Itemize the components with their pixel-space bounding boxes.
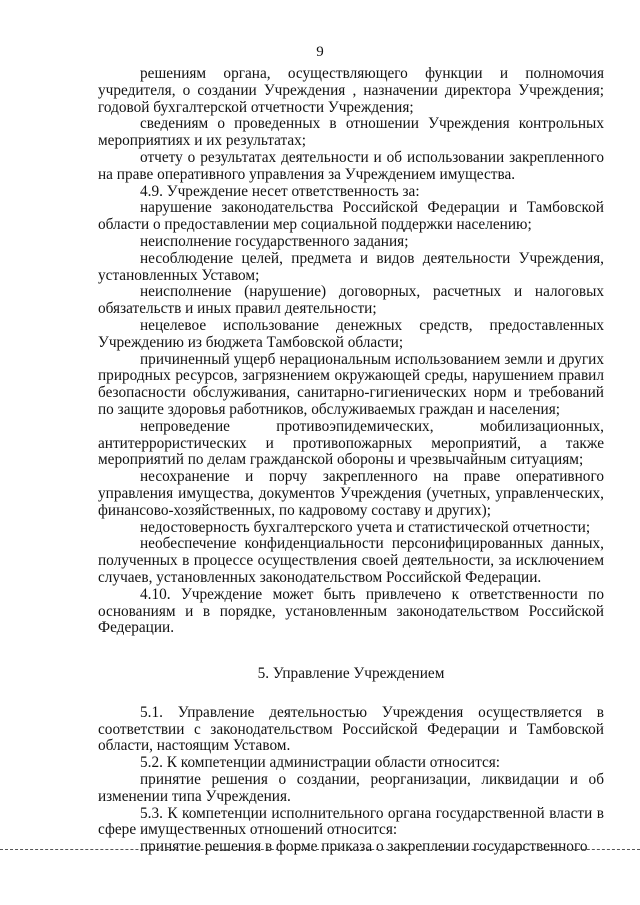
paragraph: 5.2. К компетенции администрации области относится: [140, 754, 501, 772]
paragraph: неисполнение (нарушение) договорных, расчетных и налоговых обязательств и иных правил деятельности; [98, 283, 604, 318]
paragraph: 4.9. Учреждение несет ответственность за: [140, 182, 420, 200]
paragraph: отчету о результатах деятельности и об использовании закрепленного на праве оперативного управления за Учреждением имущества. [98, 148, 604, 183]
paragraph: нецелевое использование денежных средств, предоставленных Учреждению из бюджета Тамбовской области; [98, 316, 604, 351]
paragraph: несохранение и порчу закрепленного на праве оперативного управления имущества, документов Учреждения (учетных, управленческих, финансово-хозяйственных, по кадровому составу и других); [98, 468, 604, 519]
paragraph: необеспечение конфиденциальности персонифицированных данных, полученных в процессе осуществления своей деятельности, за исключением случаев, установленных законодательством Российской Федерации. [98, 535, 604, 586]
document-body [98, 66, 604, 856]
paragraph: решениям органа, осуществляющего функции и полномочия учредителя, о создании Учреждения , назначении директора Учреждения; годовой бухгалтерской отчетности Учреждения; [98, 65, 604, 116]
paragraph: причиненный ущерб нерациональным использованием земли и других природных ресурсов, загрязнением окружающей среды, нарушением правил безопасности обслуживания, санитарно-гигиенических норм и требований по защите здоровья работников, обслуживаемых граждан и населения; [98, 350, 604, 418]
paragraph: неисполнение государственного задания; [140, 232, 409, 250]
paragraph: сведениям о проведенных в отношении Учреждения контрольных мероприятиях и их результатах; [98, 115, 604, 150]
paragraph: принятие решения о создании, реорганизации, ликвидации и об изменении типа Учреждения. [98, 771, 604, 805]
paragraph: принятие решения в форме приказа о закреплении государственного [140, 838, 588, 856]
paragraph: 4.10. Учреждение может быть привлечено к ответственности по основаниям и в порядке, установленным законодательством Российской Федерации. [98, 585, 604, 637]
section-heading: 5. Управление Учреждением [257, 665, 445, 683]
paragraph: 5.1. Управление деятельностью Учреждения осуществляется в соответствии с законодательством Российской Федерации и Тамбовской области, настоящим Уставом. [98, 703, 604, 755]
scan-artifact-line [0, 849, 640, 850]
paragraph: нарушение законодательства Российской Федерации и Тамбовской области о предоставлении мер социальной поддержки населению; [98, 199, 604, 234]
page-number: 9 [316, 44, 324, 60]
paragraph: недостоверность бухгалтерского учета и статистической отчетности; [140, 518, 591, 536]
paragraph: 5.3. К компетенции исполнительного органа государственной власти в сфере имущественных отношений относится: [98, 804, 604, 839]
paragraph: непроведение противоэпидемических, мобилизационных, антитеррористических и противопожарных мероприятий, а также мероприятий по делам гражданской обороны и чрезвычайным ситуациям; [98, 417, 604, 469]
paragraph: несоблюдение целей, предмета и видов деятельности Учреждения, установленных Уставом; [98, 249, 604, 284]
